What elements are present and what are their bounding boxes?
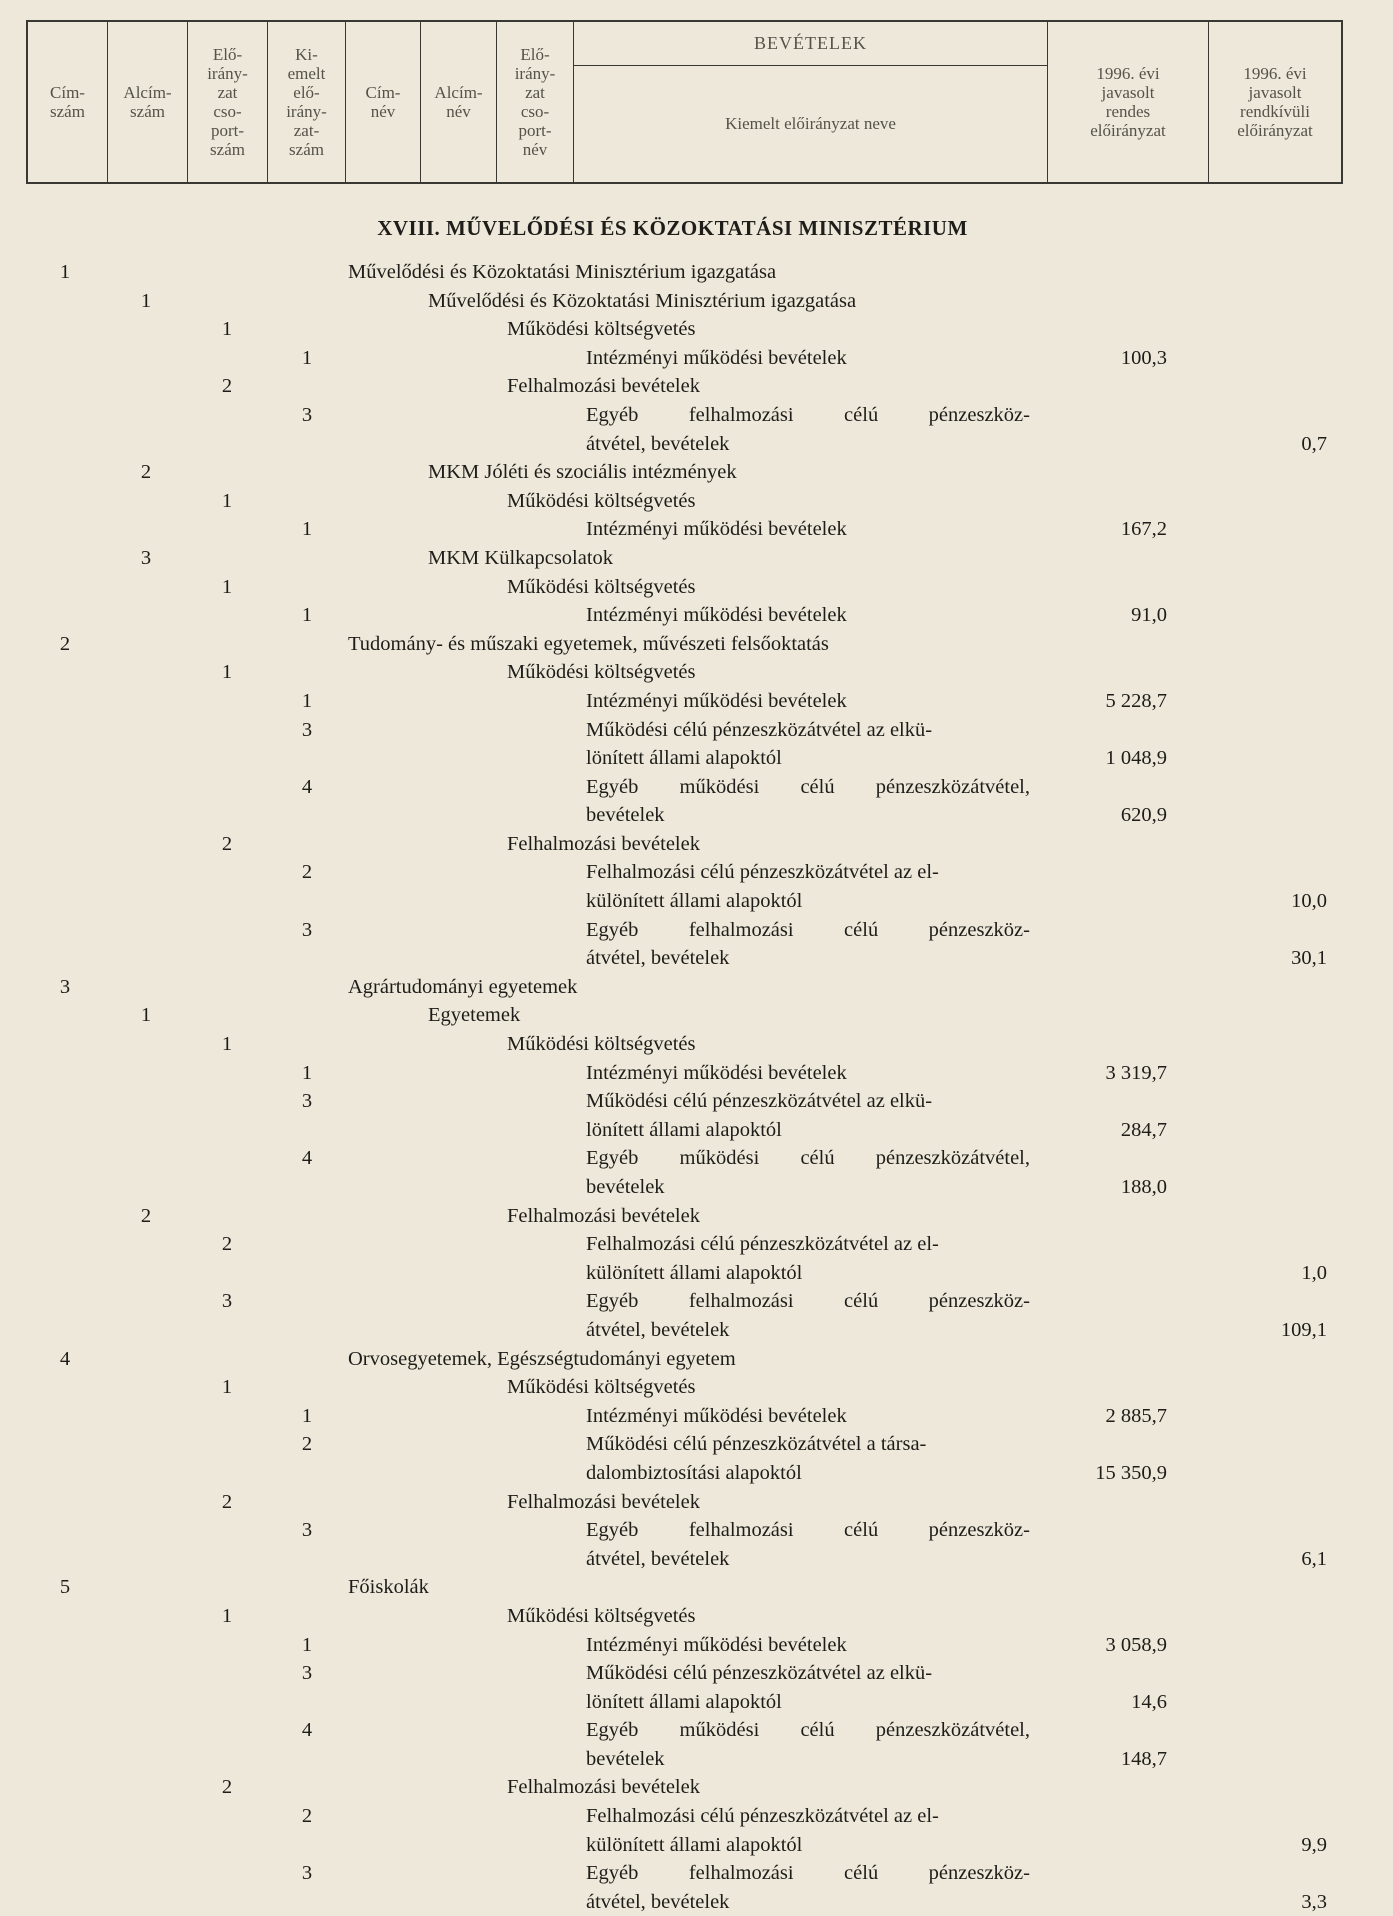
row-label: Tudomány- és műszaki egyetemek, művészeti felsőoktatás [348,632,829,655]
budget-row [0,1488,1393,1517]
row-label: Egyéb felhalmozási célú pénzeszköz- [586,1519,1030,1542]
row-number: 1 [140,1004,152,1027]
rendes-eloiranyzat-value: 14,6 [1131,1690,1167,1713]
budget-row [0,430,1393,459]
row-number: 1 [221,489,233,512]
row-label: Intézményi működési bevételek [586,1633,847,1656]
budget-row [0,1430,1393,1459]
budget-row [0,1316,1393,1345]
row-label: Működési költségvetés [507,489,696,512]
row-number: 3 [301,1090,313,1113]
row-label: Agrártudományi egyetemek [348,975,578,998]
budget-row [0,487,1393,516]
row-number: 2 [140,1204,152,1227]
budget-row [0,773,1393,802]
row-number: 1 [221,575,233,598]
budget-row [0,1688,1393,1717]
budget-row [0,1345,1393,1374]
budget-row [0,1716,1393,1745]
row-number: 2 [59,632,71,655]
row-number: 2 [301,1805,313,1828]
budget-row [0,1602,1393,1631]
budget-row [0,830,1393,859]
budget-row [0,1459,1393,1488]
row-label: lönített állami alapoktól [586,1118,782,1141]
rendes-eloiranyzat-value: 3 058,9 [1105,1633,1167,1656]
rendkivuli-eloiranyzat-value: 30,1 [1291,947,1327,970]
row-label: Egyéb működési célú pénzeszközátvétel, [586,775,1030,798]
row-number: 1 [221,318,233,341]
row-label: Felhalmozási bevételek [507,375,700,398]
row-number: 1 [59,261,71,283]
budget-row [0,1230,1393,1259]
row-number: 3 [301,718,313,741]
budget-row [0,916,1393,945]
header-cim-szam: Cím- szám [28,22,108,182]
budget-rows [0,258,1393,1916]
row-label: dalombiztosítási alapoktól [586,1461,802,1484]
row-label: Intézményi működési bevételek [586,518,847,541]
row-number: 4 [301,1147,313,1170]
row-label: Működési költségvetés [507,1604,696,1627]
budget-row [0,887,1393,916]
budget-row [0,1173,1393,1202]
budget-row [0,1831,1393,1860]
row-label: Működési célú pénzeszközátvétel az elkü- [586,1662,933,1685]
row-label: Intézményi működési bevételek [586,346,847,369]
row-label: Intézményi működési bevételek [586,604,847,627]
header-rendes-eloiranyzat: 1996. évi javasolt rendes előirányzat [1048,22,1209,182]
row-label: Felhalmozási bevételek [507,1776,700,1799]
budget-row [0,1631,1393,1660]
rendes-eloiranyzat-value: 620,9 [1120,804,1167,827]
row-number: 1 [140,289,152,312]
budget-row [0,1259,1393,1288]
row-number: 1 [301,689,313,712]
row-label: Felhalmozási célú pénzeszközátvétel az el- [586,1805,939,1828]
row-label: Működési költségvetés [507,575,696,598]
row-label: Működési célú pénzeszközátvétel a társa- [586,1433,927,1456]
row-number: 2 [221,832,233,855]
budget-row [0,1144,1393,1173]
budget-row [0,1802,1393,1831]
header-kiemelt-eloiranyzat-szam: Ki- emelt elő- irány- zat- szám [268,22,346,182]
rendkivuli-eloiranyzat-value: 6,1 [1301,1547,1327,1570]
budget-row [0,372,1393,401]
row-label: különített állami alapoktól [586,1833,803,1856]
rendes-eloiranyzat-value: 91,0 [1131,604,1167,627]
rendes-eloiranyzat-value: 5 228,7 [1105,689,1167,712]
row-label: Felhalmozási célú pénzeszközátvétel az el- [586,1233,939,1256]
row-number: 2 [221,1233,233,1256]
budget-row [0,1545,1393,1574]
ministry-title [0,216,1393,241]
row-number: 3 [221,1290,233,1313]
row-label: Felhalmozási bevételek [507,1490,700,1513]
rendes-eloiranyzat-value: 100,3 [1120,346,1167,369]
row-label: Egyéb felhalmozási célú pénzeszköz- [586,403,1030,426]
row-number: 1 [221,1376,233,1399]
budget-row [0,515,1393,544]
row-label: MKM Külkapcsolatok [428,546,614,569]
row-number: 5 [59,1576,71,1599]
budget-row [0,1659,1393,1688]
rendes-eloiranyzat-value: 188,0 [1120,1176,1167,1198]
budget-row [0,1888,1393,1916]
column-header-table [26,20,1343,184]
budget-row [0,1573,1393,1602]
row-number: 4 [59,1347,71,1370]
row-number: 1 [301,604,313,627]
row-number: 2 [221,375,233,398]
row-label: Művelődési és Közoktatási Minisztérium igazgatása [348,261,777,283]
budget-row [0,287,1393,316]
row-label: Egyetemek [428,1004,521,1027]
row-number: 2 [221,1776,233,1799]
rendkivuli-eloiranyzat-value: 109,1 [1280,1318,1327,1341]
row-label: Működési költségvetés [507,318,696,341]
row-label: Egyéb működési célú pénzeszközátvétel, [586,1147,1030,1170]
budget-row [0,630,1393,659]
rendkivuli-eloiranyzat-value: 1,0 [1301,1261,1327,1284]
row-number: 1 [221,1033,233,1056]
row-number: 1 [301,518,313,541]
row-number: 2 [140,461,152,484]
budget-row [0,1745,1393,1774]
row-number: 4 [301,1719,313,1742]
row-number: 3 [301,1519,313,1542]
budget-row [0,573,1393,602]
row-label: Felhalmozási célú pénzeszközátvétel az el- [586,861,939,884]
row-number: 1 [301,1633,313,1656]
ministry-title-text: XVIII. MŰVELŐDÉSI ÉS KÖZOKTATÁSI MINISZTÉRIUM [377,216,968,240]
row-label: Működési költségvetés [507,1033,696,1056]
row-label: Felhalmozási bevételek [507,1204,700,1227]
row-label: Intézményi működési bevételek [586,1061,847,1084]
row-label: Működési költségvetés [507,661,696,684]
rendes-eloiranyzat-value: 167,2 [1120,518,1167,541]
budget-row [0,1087,1393,1116]
row-label: átvétel, bevételek [586,1890,730,1913]
budget-row [0,1001,1393,1030]
rendes-eloiranyzat-value: 3 319,7 [1105,1061,1167,1084]
row-number: 3 [140,546,152,569]
rendkivuli-eloiranyzat-value: 10,0 [1291,890,1327,913]
row-label: bevételek [586,804,665,827]
rendes-eloiranyzat-value: 284,7 [1120,1118,1167,1141]
row-label: átvétel, bevételek [586,1318,730,1341]
budget-row [0,601,1393,630]
row-number: 1 [301,1404,313,1427]
budget-row [0,1516,1393,1545]
header-rendkivuli-eloiranyzat: 1996. évi javasolt rendkívüli előirányzat [1237,64,1313,140]
budget-row [0,1202,1393,1231]
row-number: 2 [301,861,313,884]
header-alcim-szam: Alcím- szám [108,22,188,182]
row-label: Felhalmozási bevételek [507,832,700,855]
row-number: 1 [301,1061,313,1084]
row-label: átvétel, bevételek [586,1547,730,1570]
row-label: Működési célú pénzeszközátvétel az elkü- [586,718,933,741]
header-alcim-nev: Alcím- név [421,22,497,182]
row-label: átvétel, bevételek [586,432,730,455]
row-label: átvétel, bevételek [586,947,730,970]
row-label: Egyéb felhalmozási célú pénzeszköz- [586,918,1030,941]
row-number: 3 [301,918,313,941]
header-cim-nev: Cím- név [346,22,421,182]
row-label: bevételek [586,1176,665,1198]
budget-row [0,1059,1393,1088]
rendkivuli-eloiranyzat-value: 0,7 [1301,432,1327,455]
row-label: Főiskolák [348,1576,429,1599]
budget-row [0,258,1393,287]
rendes-eloiranyzat-value: 2 885,7 [1105,1404,1167,1427]
row-label: Egyéb működési célú pénzeszközátvétel, [586,1719,1030,1742]
budget-row [0,1373,1393,1402]
bevetelek-group [574,22,1048,182]
budget-row [0,973,1393,1002]
rendes-eloiranyzat-value: 15 350,9 [1095,1461,1167,1484]
rendes-eloiranyzat-value: 1 048,9 [1105,747,1167,770]
budget-row [0,858,1393,887]
budget-row [0,315,1393,344]
row-label: Működési költségvetés [507,1376,696,1399]
row-label: Művelődési és Közoktatási Minisztérium igazgatása [428,289,857,312]
budget-row [0,1030,1393,1059]
row-label: lönített állami alapoktól [586,1690,782,1713]
budget-row [0,544,1393,573]
row-number: 2 [221,1490,233,1513]
rendkivuli-eloiranyzat-value: 9,9 [1301,1833,1327,1856]
row-label: Működési célú pénzeszközátvétel az elkü- [586,1090,933,1113]
rendes-eloiranyzat-value: 148,7 [1120,1747,1167,1770]
row-label: lönített állami alapoktól [586,747,782,770]
row-label: Intézményi működési bevételek [586,689,847,712]
budget-row [0,344,1393,373]
row-label: Intézményi működési bevételek [586,1404,847,1427]
budget-row [0,687,1393,716]
row-label: Egyéb felhalmozási célú pénzeszköz- [586,1862,1030,1885]
row-number: 3 [301,403,313,426]
row-label: Orvosegyetemek, Egészségtudományi egyetem [348,1347,736,1370]
row-label: MKM Jóléti és szociális intézmények [428,461,737,484]
row-number: 3 [301,1862,313,1885]
row-number: 3 [301,1662,313,1685]
budget-row [0,458,1393,487]
budget-row [0,1859,1393,1888]
budget-row [0,1773,1393,1802]
row-label: Egyéb felhalmozási célú pénzeszköz- [586,1290,1030,1313]
budget-row [0,658,1393,687]
budget-row [0,401,1393,430]
bevetelek-title: BEVÉTELEK [574,22,1047,66]
header-eloiranyzat-csoport-szam: Elő- irány- zat cso- port- szám [188,22,268,182]
budget-row [0,716,1393,745]
budget-row [0,944,1393,973]
row-number: 3 [59,975,71,998]
row-label: különített állami alapoktól [586,890,803,913]
row-label: különített állami alapoktól [586,1261,803,1284]
row-number: 1 [221,661,233,684]
rendkivuli-eloiranyzat-value: 3,3 [1301,1890,1327,1913]
budget-row [0,1287,1393,1316]
budget-row [0,1116,1393,1145]
row-number: 1 [221,1604,233,1627]
budget-row [0,801,1393,830]
row-number: 2 [301,1433,313,1456]
header-eloiranyzat-csoport-nev: Elő- irány- zat cso- port- név [497,22,574,182]
budget-row [0,1402,1393,1431]
row-number: 1 [301,346,313,369]
row-label: bevételek [586,1747,665,1770]
header-kiemelt-eloiranyzat-neve: Kiemelt előirányzat neve [725,114,896,133]
row-number: 4 [301,775,313,798]
budget-row [0,744,1393,773]
